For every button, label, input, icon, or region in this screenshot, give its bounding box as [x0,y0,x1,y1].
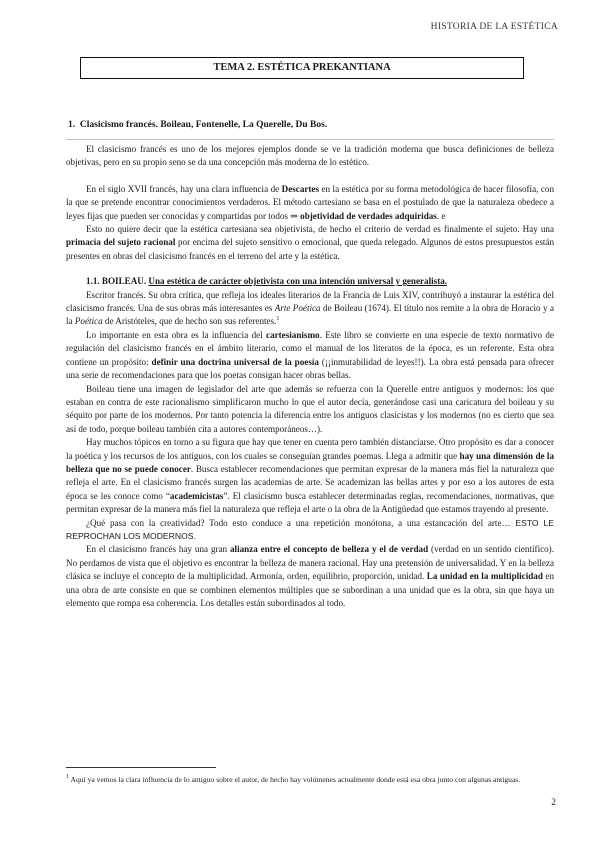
subsection-heading-boileau: 1.1. BOILEAU. Una estética de carácter objetivista con una intención universal y generalista. [86,276,448,287]
running-header: HISTORIA DE LA ESTÉTICA [430,22,558,32]
paragraph-legislator: Boileau tiene una imagen de legislador del arte que además se refuerza con la Querelle entre antiguos y modernos: los que estaban en contra de este racionalismo simplificaron mucho lo que el autor decía, generándose casi una caricatura del boileau y su séquito por parte de los modernos. Por tanto potencia la diferencia entre los antiguos clasicistas y los modernos (no es cierto que sea así de todo, porque boileau también cita a autores contemporáneos…). [66,383,554,434]
document-body [66,143,554,610]
section-number: 1. [68,120,76,130]
paragraph-descartes: En el siglo XVII francés, hay una clara influencia de Descartes en la estética por su forma metodológica de hacer filosofía, con la que se pretende encontrar conocimientos verdaderos. El método cartesiano se basa en el postulado de que la naturaleza obedece a leyes fijas que pueden ser conocidas y compartidas por todos ⇒ objetividad de verdades adquiridas. e [66,183,554,221]
paragraph-beauty-truth: En el clasicismo francés hay una gran alianza entre el concepto de belleza y el de verdad (verdad en un sentido científico). No perdamos de vista que el objetivo es encontrar la belleza de manera racional. Hay una pretensión de universalidad. Y en la belleza clásica se incluye el concepto de la multiplicidad. Armonía, orden, equilibrio, proporción, unidad. La unidad en la multiplicidad en una obra de arte consiste en que se combinen elementos múltiples que se subordinan a una unidad que es la obra, sin que haya un elemento que rompa esa coherencia. Los detalles están subordinados al todo. [66,544,555,608]
paragraph-cartesianism: Lo importante en esta obra es la influencia del cartesianismo. Este libro se convierte en una especie de texto normativo de regulación del clasicismo francés en el ámbito literario, como el manual de los literatos de la época, es un referente. Esta obra contiene un propósito: definir una doctrina universal de la poesía (¡¡inmutabilidad de leyes!!). La obra está pensada para ofrecer una serie de recomendaciones para que los poetas consigan hacer obras bellas. [66,329,554,381]
footnote-divider [66,767,216,768]
footnote-text: Aquí ya vemos la clara influencia de lo antiguo sobre el autor, de hecho hay volúmenes actualmente donde está esa obra junto con algunas antiguas. [69,775,521,784]
paragraph-creativity: ¿Qué pasa con la creatividad? Todo esto conduce a una repetición monótona, a una estancación del arte… ESTO LE REPROCHAN LOS MODERNOS. [66,517,554,541]
document-title: TEMA 2. ESTÉTICA PREKANTIANA [80,57,524,79]
paragraph-boileau-intro: Escritor francés. Su obra crítica, que refleja los ideales literarios de la Francia de Luis XIV, contribuyó a instaurar la estética del clasicismo francés. Una de sus obras más interesantes es Arte Poética de Boileau (1674). El título nos remite a la obra de Horacio y a la Poética de Aristóteles, que de hecho son sus referentes.$^1$ [66,289,554,327]
paragraph-subject: Esto no quiere decir que la estética cartesiana sea objetivista, de hecho el criterio de verdad es finalmente el sujeto. Hay una primacía del sujeto racional por encima del sujeto sensitivo o emocional, que queda relegado. Algunos de estos presupuestos están presentes en obras del clasicismo francés en el terreno del arte y la estética. [66,224,554,261]
footnote-mark: 1 [66,774,69,780]
page-number: 2 [551,798,556,808]
footnote [66,774,554,785]
section-heading [68,120,327,130]
section-title: Clasicismo francés. Boileau, Fontenelle, La Querelle, Du Bos. [79,120,328,130]
section-divider [66,139,554,140]
footnote-reference: 1 [276,316,280,323]
paragraph-intro: El clasicismo francés es uno de los mejores ejemplos donde se ve la tradición moderna que busca definiciones de belleza objetivas, pero en su propio seno se da una concepción más moderna de lo estético. [66,144,554,168]
paragraph-topics: Hay muchos tópicos en torno a su figura que hay que tener en cuenta pero también distanciarse. Otro propósito es dar a conocer la poética y los recursos de los antiguos, con los cuales se conseguían grandes poemas. Llega a admitir que hay una dimensión de la belleza que no se puede conocer. Busca establecer recomendaciones que permitan expresar de la manera más fiel la naturaleza que refleja el arte. En el clasicismo francés surgen las academias de arte. Se academizan las bellas artes y por eso a los autores de esta época se les conoce como “academicistas”. El clasicismo busca establecer determinadas reglas, recomendaciones, normativas, que permitan expresar de la manera más fiel la naturaleza que refleja el arte o la obra de la Antigüedad que estamos trayendo al presente. [66,437,555,515]
